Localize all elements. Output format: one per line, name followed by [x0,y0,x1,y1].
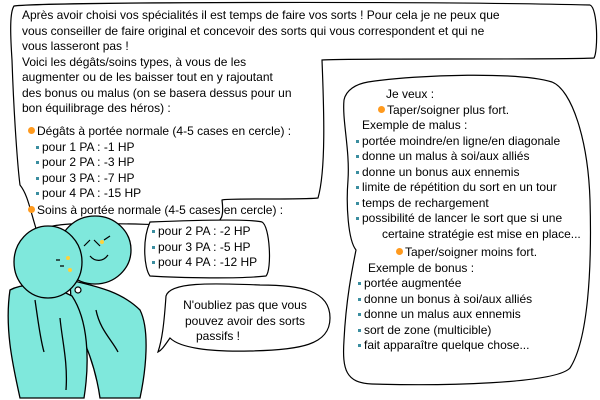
damage-heading: Dégâts à portée normale (4-5 cases en cercle) : [28,124,291,140]
teal-bullet-icon [356,155,359,158]
character-left-body [8,285,87,398]
teal-bullet-icon [358,329,361,332]
passive-reminder [180,298,310,345]
teal-bullet-icon [36,146,39,149]
heal-heading: Soins à portée normale (4-5 cases en cercle) : [28,203,283,219]
orange-bullet-icon [28,206,35,213]
heal-items [152,224,257,271]
malus-item: donne un bonus aux ennemis [356,165,581,181]
malus-item: possibilité de lancer le sort que si une [356,211,581,227]
bonus-item: donne un bonus à soi/aux alliés [356,292,581,308]
teal-bullet-icon [356,140,359,143]
orange-bullet-icon [28,127,35,134]
teal-bullet-icon [358,298,361,301]
teal-bullet-icon [356,186,359,189]
malus-item: donne un malus à soi/aux alliés [356,149,581,165]
damage-item: pour 4 PA : -15 HP [28,186,291,202]
malus-item: portée moindre/en ligne/en diagonale [356,134,581,150]
teal-bullet-icon [358,282,361,285]
passive-line: N'oubliez pas que vous [183,298,307,312]
bonus-item: donne un malus aux ennemis [356,307,581,323]
damage-item: pour 3 PA : -7 HP [28,171,291,187]
want-label: Je veux : [386,87,435,101]
orange-bullet-icon [396,248,403,255]
damage-item: pour 2 PA : -3 HP [28,155,291,171]
teal-bullet-icon [356,217,359,220]
teal-bullet-icon [356,202,359,205]
passive-line: passifs ! [196,329,241,343]
teal-bullet-icon [152,230,155,233]
teal-bullet-icon [152,261,155,264]
bonus-label: Exemple de bonus : [368,260,475,275]
character-pair [8,216,146,398]
teal-bullet-icon [36,192,39,195]
bonus-item: sort de zone (multicible) [356,323,581,339]
malus-continuation: certaine stratégie est mise en place... [382,226,581,241]
character-left-head [14,226,82,298]
teal-bullet-icon [36,177,39,180]
teal-bullet-icon [36,161,39,164]
teal-bullet-icon [358,313,361,316]
intro-line: bon équilibrage des héros) : [22,101,171,115]
damage-section [28,124,291,202]
stronger-heading: Taper/soigner plus fort. [356,103,581,119]
bonus-item: portée augmentée [356,276,581,292]
intro-line: vous lasseront pas ! [22,39,129,53]
damage-item: pour 1 PA : -1 HP [28,140,291,156]
heal-item: pour 2 PA : -2 HP [152,224,257,240]
bonus-item: fait apparaître quelque chose... [356,338,581,354]
teal-bullet-icon [152,246,155,249]
orange-bullet-icon [378,106,385,113]
intro-line: Voici les dégâts/soins types, à vous de les [22,54,247,69]
weaker-heading: Taper/soigner moins fort. [356,245,581,261]
malus-item: limite de répétition du sort en un tour [356,180,581,196]
malus-label: Exemple de malus : [362,118,468,132]
intro-line: des bonus ou malus (on se basera dessus pour un [22,85,292,100]
intro-line: Après avoir choisi vos spécialités il est temps de faire vos sorts ! Pour cela je ne peux que [22,8,500,22]
passive-line: pouvez avoir des sorts [184,313,306,328]
right-bubble-content [356,87,581,354]
intro-line: augmenter ou de les baisser tout en y rajoutant [22,70,273,84]
malus-item: temps de rechargement [356,196,581,212]
intro-line: vous conseiller de faire original et concevoir des sorts qui vous correspondent et qui ne [22,23,485,38]
teal-bullet-icon [358,344,361,347]
heal-item: pour 4 PA : -12 HP [152,255,257,271]
teal-bullet-icon [356,171,359,174]
heal-item: pour 3 PA : -5 HP [152,240,257,256]
